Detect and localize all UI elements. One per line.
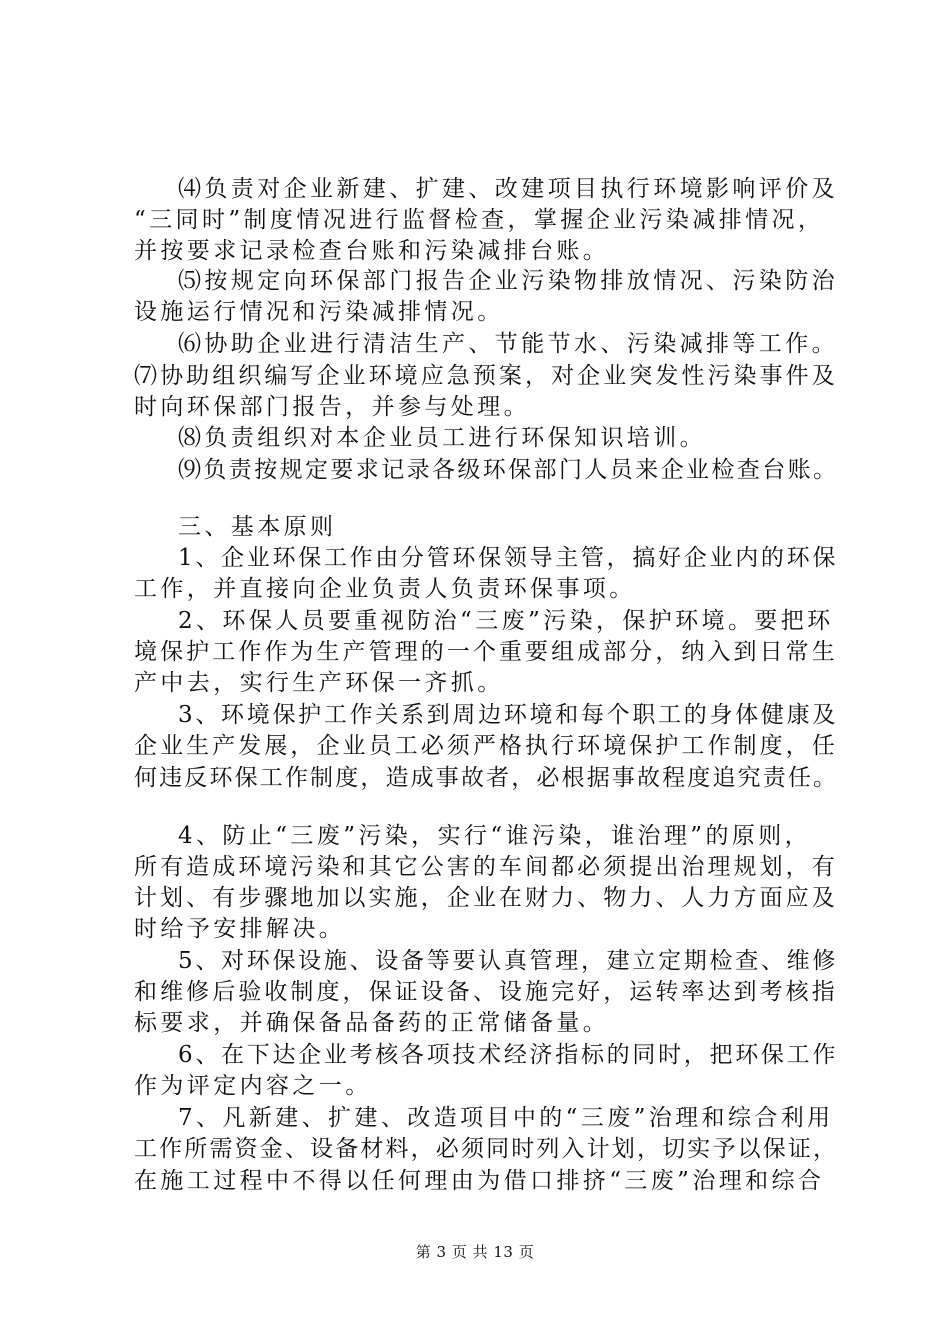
text-line: 企业生产发展，企业员工必须严格执行环境保护工作制度，任 (134, 733, 838, 759)
text-line: ⑼负责按规定要求记录各级环保部门人员来企业检查台账。 (178, 457, 839, 483)
text-line: 4、防止“三废”污染，实行“谁污染，谁治理”的原则， (178, 823, 812, 849)
text-line: 时给予安排解决。 (134, 916, 346, 942)
text-line: 设施运行情况和污染减排情况。 (134, 299, 504, 325)
text-line: 工作，并直接向企业负责人负责环保事项。 (134, 576, 636, 602)
text-line: ⑷负责对企业新建、扩建、改建项目执行环境影响评价及 (178, 176, 838, 202)
text-line: 时向环保部门报告，并参与处理。 (134, 394, 530, 420)
text-line: 7、凡新建、扩建、改造项目中的“三废”治理和综合利用 (178, 1105, 834, 1131)
text-line: 工作所需资金、设备材料，必须同时列入计划，切实予以保证， (134, 1136, 839, 1162)
text-line: 计划、有步骤地加以实施，企业在财力、物力、人力方面应及 (134, 885, 838, 911)
text-line: 境保护工作作为生产管理的一个重要组成部分，纳入到日常生 (134, 639, 838, 665)
text-line: 5、对环保设施、设备等要认真管理，建立定期检查、维修 (178, 948, 839, 974)
text-line: 2、环保人员要重视防治“三废”污染，保护环境。要把环 (178, 608, 834, 634)
text-line: ⑹协助企业进行清洁生产、节能节水、污染减排等工作。 (178, 331, 838, 357)
text-line: “三同时”制度情况进行监督检查，掌握企业污染减排情况， (134, 207, 825, 233)
text-line: 并按要求记录检查台账和污染减排台账。 (134, 238, 610, 264)
text-line: 产中去，实行生产环保一齐抓。 (134, 670, 504, 696)
text-line: ⑸按规定向环保部门报告企业污染物排放情况、污染防治 (178, 268, 838, 294)
text-line: 标要求，并确保备品备药的正常储备量。 (134, 1010, 610, 1036)
text-line: 所有造成环境污染和其它公害的车间都必须提出治理规划，有 (134, 854, 838, 880)
text-line: 何违反环保工作制度，造成事故者，必根据事故程度追究责任。 (134, 765, 839, 791)
text-line: ⑻负责组织对本企业员工进行环保知识培训。 (178, 425, 706, 451)
page-footer: 第 3 页 共 13 页 (415, 1243, 535, 1261)
text-line: 在施工过程中不得以任何理由为借口排挤“三废”治理和综合 (134, 1168, 825, 1194)
text-line: ⑺协助组织编写企业环境应急预案，对企业突发性污染事件及 (134, 363, 838, 389)
text-line: 3、环境保护工作关系到周边环境和每个职工的身体健康及 (178, 702, 839, 728)
text-line: 6、在下达企业考核各项技术经济指标的同时，把环保工作 (178, 1042, 839, 1068)
text-line: 1、企业环保工作由分管环保领导主管，搞好企业内的环保 (178, 545, 839, 571)
section-heading: 三、基本原则 (178, 514, 337, 540)
text-line: 作为评定内容之一。 (134, 1073, 372, 1099)
text-line: 和维修后验收制度，保证设备、设施完好，运转率达到考核指 (134, 979, 838, 1005)
